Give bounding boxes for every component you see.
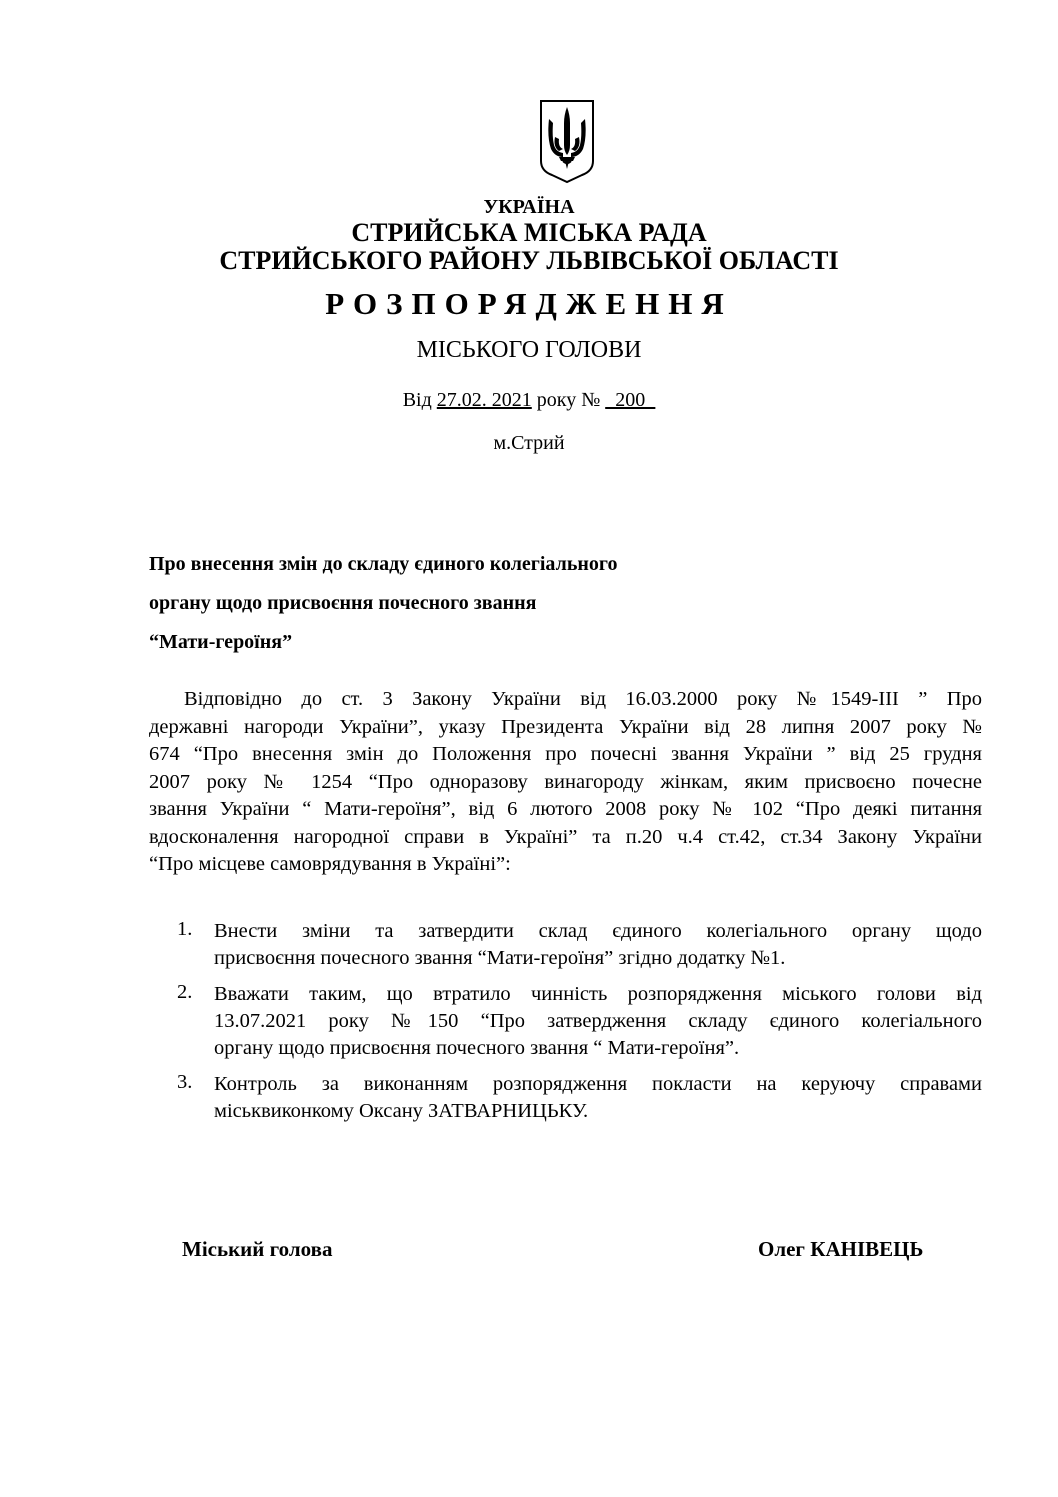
document-subtitle: МІСЬКОГО ГОЛОВИ: [416, 337, 642, 363]
document-date: 27.02. 2021: [436, 389, 532, 411]
country-heading: УКРАЇНА: [483, 196, 575, 218]
district-heading: СТРИЙСЬКОГО РАЙОНУ ЛЬВІВСЬКОЇ ОБЛАСТІ: [219, 246, 839, 275]
council-heading: СТРИЙСЬКА МІСЬКА РАДА: [351, 218, 707, 247]
item-line: 13.07.2021 року №150 “Про затвердження складу єдиного колегіального: [214, 1010, 982, 1032]
preamble-line: Відповідно до ст. 3 Закону України від 16.03.2000 року №1549-ІІІ ” Про: [184, 688, 982, 710]
trident-coat-of-arms-icon: [537, 97, 597, 185]
preamble-line: 674 “Про внесення змін до Положення про почесні звання України ” від 25 грудня: [149, 743, 982, 765]
preamble-line: 2007 року № 1254 “Про одноразову винагороду жінкам, яким присвоєно почесне: [149, 770, 982, 793]
date-prefix: Від: [402, 389, 437, 411]
year-word: року №: [531, 389, 606, 411]
city-name: м.Стрий: [493, 432, 565, 454]
subject-heading: [149, 545, 749, 662]
subject-line: Про внесення змін до складу єдиного колегіального: [149, 553, 618, 575]
item-line: Вважати таким, що втратило чинність розпорядження міського голови від: [214, 983, 982, 1005]
document-number: _200_: [605, 389, 656, 411]
item-number: 3.: [177, 1071, 193, 1093]
preamble-line: “Про місцеве самоврядування в Україні”:: [149, 853, 511, 875]
signatory-name: Олег КАНІВЕЦЬ: [758, 1237, 924, 1261]
item-line: присвоєння почесного звання “Мати-героїня” згідно додатку №1.: [214, 947, 786, 969]
preamble-paragraph: [149, 686, 982, 879]
decision-item-3: [177, 1071, 982, 1125]
decision-item-2: [177, 981, 982, 1062]
item-line: органу щодо присвоєння почесного звання “ Мати-героїня”.: [214, 1037, 740, 1059]
item-line: міськвиконкому Оксану ЗАТВАРНИЦЬКУ.: [214, 1100, 589, 1122]
item-number: 2.: [177, 981, 193, 1003]
date-number-line: [0, 389, 1058, 412]
preamble-line: звання України “ Мати-героїня”, від 6 лютого 2008 року № 102 “Про деякі питання: [149, 798, 982, 820]
item-number: 1.: [177, 918, 193, 940]
preamble-line: державні нагороди України”, указу Президента України від 28 липня 2007 року №: [149, 715, 982, 738]
decisions-list: [177, 918, 982, 1134]
document-type-title: РОЗПОРЯДЖЕННЯ: [325, 286, 733, 321]
subject-line: “Мати-героїня”: [149, 631, 293, 653]
subject-line: органу щодо присвоєння почесного звання: [149, 592, 537, 614]
signatory-title: Міський голова: [182, 1237, 333, 1261]
preamble-line: вдосконалення нагородної справи в Україні” та п.20 ч.4 ст.42, ст.34 Закону України: [149, 825, 982, 848]
decision-item-1: [177, 918, 982, 972]
item-line: Контроль за виконанням розпорядження покласти на керуючу справами: [214, 1073, 982, 1095]
item-line: Внести зміни та затвердити склад єдиного колегіального органу щодо: [214, 920, 982, 942]
